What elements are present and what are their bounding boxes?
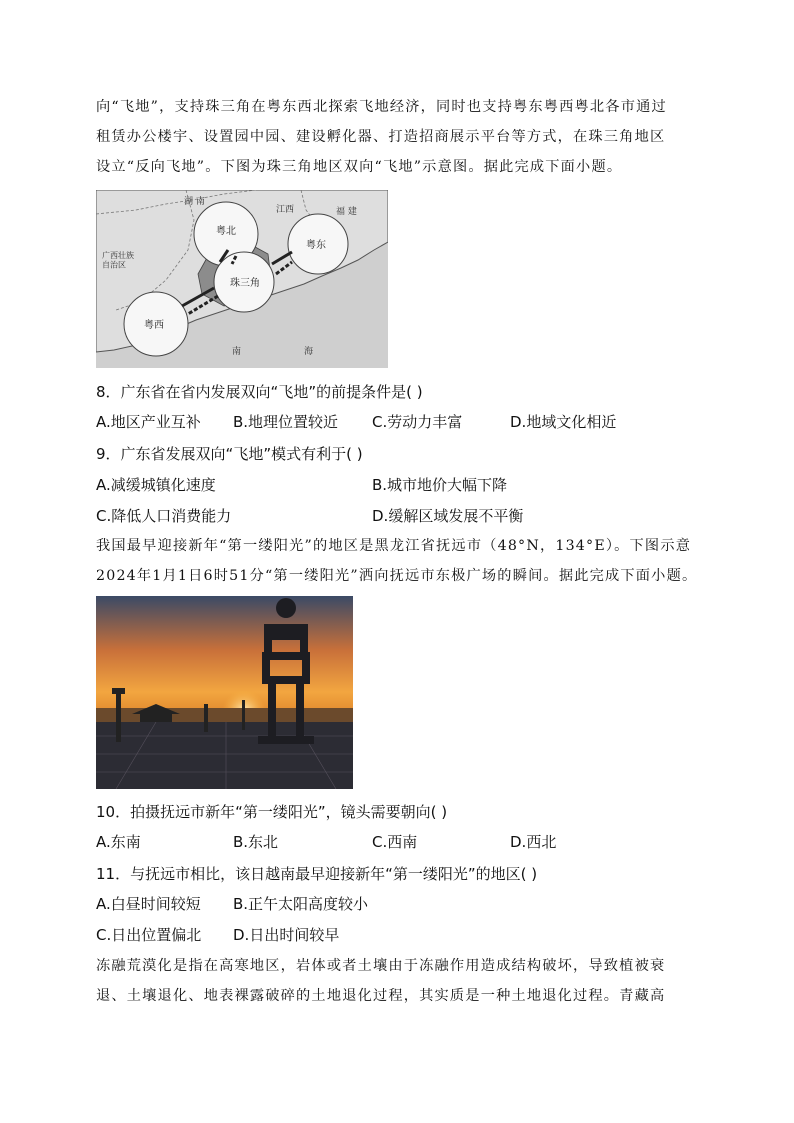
intro-line: 设立“反向飞地”。下图为珠三角地区双向“飞地”示意图。据此完成下面小题。 <box>96 159 623 175</box>
sunrise-line: 2024年1月1日6时51分“第一缕阳光”洒向抚远市东极广场的瞬间。据此完成下面小题。 <box>96 568 698 584</box>
question-8-option-d[interactable]: D.地域文化相近 <box>510 413 617 431</box>
sunrise-paragraph <box>96 531 698 591</box>
question-10-option-b[interactable]: B.东北 <box>233 833 279 851</box>
intro-paragraph <box>96 92 698 182</box>
question-11-option-b[interactable]: B.正午太阳高度较小 <box>233 895 369 913</box>
monument-leg-left <box>268 680 276 740</box>
label-zhusanjiao: 珠三角 <box>230 278 260 289</box>
outro-line: 退、土壤退化、地表裸露破碎的土地退化过程，其实质是一种土地退化过程。青藏高 <box>96 988 666 1004</box>
lamp-post <box>242 700 245 730</box>
question-8-option-a[interactable]: A.地区产业互补 <box>96 413 201 431</box>
photo-svg <box>96 596 353 789</box>
monument-ball <box>276 598 296 618</box>
question-11-option-c[interactable]: C.日出位置偏北 <box>96 926 202 944</box>
question-10-option-c[interactable]: C.西南 <box>372 833 418 851</box>
label-nan: 南 <box>232 347 242 357</box>
label-hunan: 湖 南 <box>184 197 205 207</box>
question-8-option-c[interactable]: C.劳动力丰富 <box>372 413 463 431</box>
label-jiangxi: 江西 <box>276 205 295 215</box>
horizon <box>96 708 353 722</box>
question-9-option-a[interactable]: A.减缓城镇化速度 <box>96 476 216 494</box>
question-10-option-a[interactable]: A.东南 <box>96 833 141 851</box>
outro-paragraph <box>96 951 698 1011</box>
sunrise-line: 我国最早迎接新年“第一缕阳光”的地区是黑龙江省抚远市（48°N，134°E）。下图示意 <box>96 538 692 554</box>
question-9-option-c[interactable]: C.降低人口消费能力 <box>96 507 232 525</box>
sunrise-photo <box>96 596 353 793</box>
question-10-option-d[interactable]: D.西北 <box>510 833 557 851</box>
outro-line: 冻融荒漠化是指在高寒地区，岩体或者土壤由于冻融作用造成结构破坏，导致植被衰 <box>96 958 666 974</box>
question-8-option-b[interactable]: B.地理位置较近 <box>233 413 339 431</box>
question-10-stem: 10．拍摄抚远市新年“第一缕阳光”，镜头需要朝向( ) <box>96 803 448 821</box>
label-guangxi: 广西壮族自治区 <box>102 251 134 270</box>
monument-leg-right <box>296 680 304 740</box>
pillar-cap <box>112 688 125 694</box>
intro-line: 向“飞地”，支持珠三角在粤东西北探索飞地经济，同时也支持粤东粤西粤北各市通过 <box>96 99 667 115</box>
question-9-stem: 9．广东省发展双向“飞地”模式有利于( ) <box>96 445 363 463</box>
flying-land-map <box>96 190 388 372</box>
label-yuexi: 粤西 <box>144 320 164 331</box>
label-fujian: 福 建 <box>336 207 357 217</box>
question-11-stem: 11．与抚远市相比，该日越南最早迎接新年“第一缕阳光”的地区( ) <box>96 865 538 883</box>
label-yuedong: 粤东 <box>306 240 326 251</box>
pillar <box>116 692 121 742</box>
label-yuebei: 粤北 <box>216 226 236 237</box>
sky <box>96 596 353 716</box>
question-9-option-b[interactable]: B.城市地价大幅下降 <box>372 476 508 494</box>
question-11-option-d[interactable]: D.日出时间较早 <box>233 926 340 944</box>
plaza-floor <box>96 722 353 789</box>
pavilion-body <box>140 714 172 722</box>
intro-line: 租赁办公楼宇、设置园中园、建设孵化器、打造招商展示平台等方式，在珠三角地区 <box>96 129 666 145</box>
question-8-stem: 8．广东省在省内发展双向“飞地”的前提条件是( ) <box>96 383 423 401</box>
map-svg <box>96 190 388 368</box>
question-11-option-a[interactable]: A.白昼时间较短 <box>96 895 201 913</box>
question-9-option-d[interactable]: D.缓解区域发展不平衡 <box>372 507 524 525</box>
label-hai: 海 <box>304 347 314 357</box>
monument-base <box>258 736 314 744</box>
pillar <box>204 704 208 732</box>
